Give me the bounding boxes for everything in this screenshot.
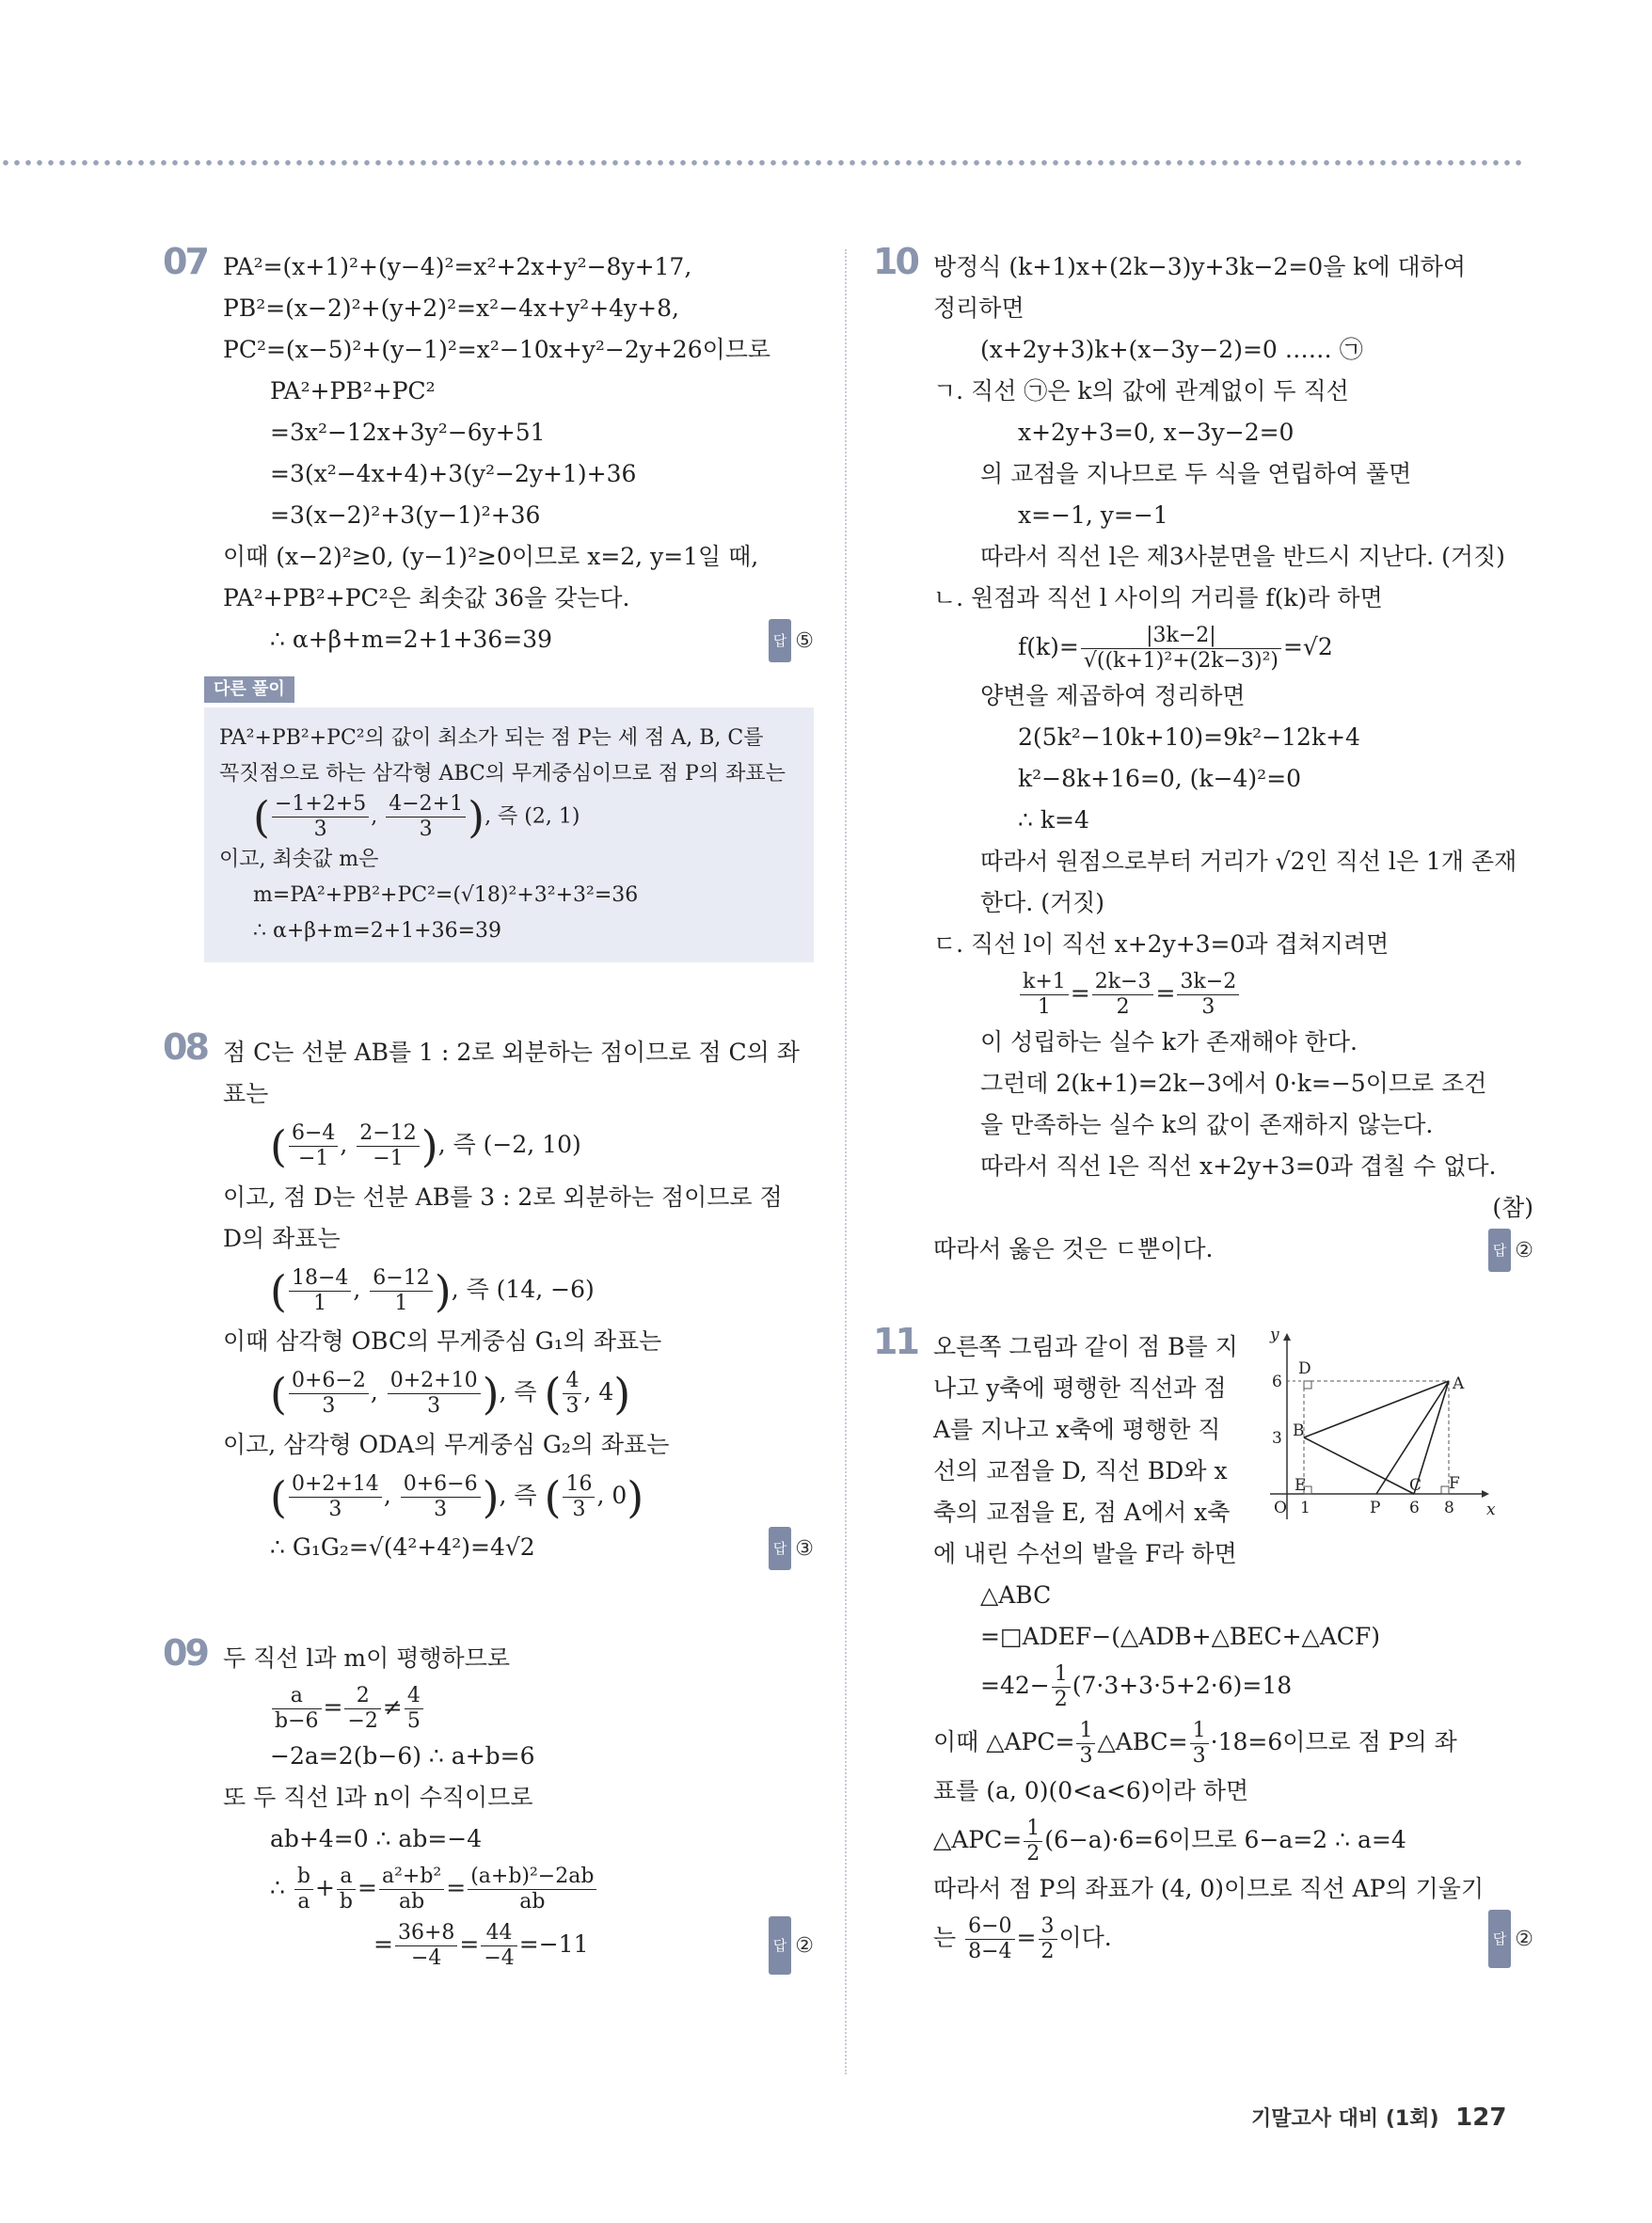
conclusion-line: = $\frac{36+8}{-4}$ = $\frac{44}{-4}$ =−11 답 ② bbox=[223, 1916, 814, 1973]
eq-line: ( $\frac{6-4}{-1}$ , $\frac{2-12}{-1}$ ), 즉 (−2, 10) bbox=[270, 1120, 581, 1172]
top-dotted-rule bbox=[0, 158, 1524, 167]
eq-line: PC²=(x−5)²+(y−1)²=x²−10x+y²−2y+26이므로 bbox=[223, 336, 771, 363]
text-line: 따라서 직선 l은 제3사분면을 반드시 지난다. (거짓) bbox=[980, 543, 1505, 570]
text-line: 에 내린 수선의 발을 F라 하면 bbox=[933, 1540, 1237, 1567]
eq-line: −2a=2(b−6) ∴ a+b=6 bbox=[270, 1742, 535, 1770]
right-angle-D bbox=[1304, 1381, 1311, 1389]
label-D: D bbox=[1298, 1359, 1311, 1378]
segment-BC bbox=[1304, 1437, 1414, 1494]
page-number: 127 bbox=[1455, 2104, 1507, 2132]
text-line: 정리하면 bbox=[933, 294, 1025, 322]
conclusion-line: 는 $\frac{6-0}{8-4}$ = $\frac{3}{2}$ 이다. 답 ② bbox=[933, 1910, 1533, 1966]
conclusion-line bbox=[223, 619, 814, 660]
label-E: E bbox=[1295, 1476, 1307, 1495]
tick-label-y3: 3 bbox=[1272, 1429, 1282, 1448]
text-line: ㄱ. 직선 ㉠은 k의 값에 관계없이 두 직선 bbox=[933, 377, 1349, 405]
eq-line: k²−8k+16=0, (k−4)²=0 bbox=[1018, 765, 1302, 792]
text-line: A를 지나고 x축에 평행한 직 bbox=[933, 1416, 1221, 1443]
answer-mark: 답 ② bbox=[1488, 1910, 1533, 1968]
eq-line: ∴ k=4 bbox=[1018, 806, 1089, 834]
eq-line: ( $\frac{0+6-2}{3}$ , $\frac{0+2+10}{3}$ ), 즉 ( $\frac{4}{3}$ , 4) bbox=[270, 1368, 631, 1420]
problem-07 bbox=[163, 241, 814, 660]
eq-line: =3(x²−4x+4)+3(y²−2y+1)+36 bbox=[270, 460, 637, 487]
eq-line: =3(x−2)²+3(y−1)²+36 bbox=[270, 501, 541, 529]
eq-line: $\frac{k+1}{1}$ = $\frac{2k-3}{2}$ = $\frac{3k-2}{3}$ bbox=[933, 965, 1533, 1022]
y-axis-label: y bbox=[1270, 1326, 1279, 1344]
text-line: 또 두 직선 l과 n이 수직이므로 bbox=[223, 1784, 533, 1811]
text-line: 한다. (거짓) bbox=[980, 889, 1105, 916]
text-line: D의 좌표는 bbox=[223, 1224, 341, 1252]
alt-line: ∴ α+β+m=2+1+36=39 bbox=[253, 919, 502, 943]
text-line: 이 성립하는 실수 k가 존재해야 한다. bbox=[980, 1028, 1358, 1056]
text-line: ㄷ. 직선 l이 직선 x+2y+3=0과 겹쳐지려면 bbox=[933, 930, 1390, 958]
right-column bbox=[873, 241, 1533, 1966]
eq-line: PA²=(x+1)²+(y−4)²=x²+2x+y²−8y+17, bbox=[223, 253, 692, 280]
text-line: ㄴ. 원점과 직선 l 사이의 거리를 f(k)라 하면 bbox=[933, 584, 1383, 611]
problem-number: 09 bbox=[163, 1632, 207, 1674]
label-B: B bbox=[1293, 1421, 1305, 1440]
label-F: F bbox=[1449, 1474, 1460, 1493]
x-axis-arrow bbox=[1482, 1490, 1489, 1498]
eq-line: PB²=(x−2)²+(y+2)²=x²−4x+y²+4y+8, bbox=[223, 294, 679, 322]
alt-line: 꼭짓점으로 하는 삼각형 ABC의 무게중심이므로 점 P의 좌표는 bbox=[219, 762, 786, 786]
text-line: 이때 삼각형 OBC의 무게중심 G₁의 좌표는 bbox=[223, 1327, 662, 1355]
tick-label-x6: 6 bbox=[1409, 1499, 1420, 1517]
alt-solution bbox=[204, 666, 814, 962]
text-line: 의 교점을 지나므로 두 식을 연립하여 풀면 bbox=[980, 460, 1412, 487]
text-line: 이고, 삼각형 ODA의 무게중심 G₂의 좌표는 bbox=[223, 1430, 670, 1458]
problem-10 bbox=[873, 241, 1533, 1270]
text-line: PA²+PB²+PC²은 최솟값 36을 갖는다. bbox=[223, 584, 630, 611]
tick-label-y6: 6 bbox=[1272, 1373, 1282, 1391]
text-line: 이고, 점 D는 선분 AB를 3 : 2로 외분하는 점이므로 점 bbox=[223, 1183, 783, 1211]
answer-mark: 답 ② bbox=[1488, 1229, 1533, 1272]
column-divider bbox=[845, 249, 847, 2074]
eq-line: x=−1, y=−1 bbox=[1018, 501, 1168, 529]
x-axis-label: x bbox=[1486, 1501, 1496, 1519]
text-line: 이때 (x−2)²≥0, (y−1)²≥0이므로 x=2, y=1일 때, bbox=[223, 543, 759, 570]
text-line: 그런데 2(k+1)=2k−3에서 0·k=−5이므로 조건 bbox=[980, 1070, 1487, 1097]
conclusion-text: ∴ G₁G₂=√(4²+4²)=4√2 bbox=[270, 1533, 535, 1561]
eq-line: $\frac{a}{b-6}$ = $\frac{2}{-2}$ ≠ $\frac{4}{5}$ bbox=[223, 1679, 814, 1736]
text-line: 따라서 원점으로부터 거리가 √2인 직선 l은 1개 존재 bbox=[980, 848, 1517, 875]
text-line: 방정식 (k+1)x+(2k−3)y+3k−2=0을 k에 대하여 bbox=[933, 253, 1466, 280]
text-line: 따라서 점 P의 좌표가 (4, 0)이므로 직선 AP의 기울기 bbox=[933, 1875, 1485, 1902]
alt-solution-label: 다른 풀이 bbox=[204, 676, 294, 703]
answer-mark: 답 ② bbox=[769, 1916, 814, 1975]
text-line: 오른쪽 그림과 같이 점 B를 지 bbox=[933, 1333, 1238, 1360]
eq-line: 2(5k²−10k+10)=9k²−12k+4 bbox=[1018, 723, 1360, 751]
problem-number: 11 bbox=[873, 1321, 917, 1362]
problem-number: 07 bbox=[163, 241, 207, 282]
left-column bbox=[163, 241, 814, 1973]
answer-mark: 답 ③ bbox=[769, 1527, 814, 1570]
text-line: 두 직선 l과 m이 평행하므로 bbox=[223, 1644, 510, 1672]
text-line: 표를 (a, 0)(0<a<6)이라 하면 bbox=[933, 1777, 1249, 1804]
conclusion-text: 따라서 옳은 것은 ㄷ뿐이다. bbox=[933, 1235, 1214, 1262]
eq-line: ab+4=0 ∴ ab=−4 bbox=[270, 1825, 483, 1852]
problem-number: 10 bbox=[873, 241, 917, 282]
eq-line: =42− $\frac{1}{2}$ (7·3+3·5+2·6)=18 bbox=[980, 1662, 1293, 1711]
text-line: 이때 △APC= $\frac{1}{3}$ △ABC= $\frac{1}{3}$ ·18=6이므로 점 P의 좌 bbox=[933, 1719, 1457, 1768]
fraction: $\frac{-1+2+5}{3}$ bbox=[272, 792, 369, 842]
page-footer bbox=[1251, 2103, 1506, 2132]
eq-line: ( $\frac{18-4}{1}$ , $\frac{6-12}{1}$ ), 즉 (14, −6) bbox=[270, 1265, 595, 1316]
text-line: 표는 bbox=[223, 1080, 269, 1107]
text-line: 따라서 직선 l은 직선 x+2y+3=0과 겹칠 수 없다. bbox=[980, 1152, 1497, 1180]
text-line: 을 만족하는 실수 k의 값이 존재하지 않는다. bbox=[980, 1111, 1434, 1138]
conclusion-line bbox=[933, 1229, 1533, 1270]
conclusion-text: ∴ α+β+m=2+1+36=39 bbox=[270, 626, 553, 653]
alt-line: m=PA²+PB²+PC²=(√18)²+3²+3²=36 bbox=[253, 883, 639, 907]
alt-line: 이고, 최솟값 m은 bbox=[219, 848, 379, 871]
problem-08 bbox=[163, 1026, 814, 1568]
eq-line: x+2y+3=0, x−3y−2=0 bbox=[1018, 419, 1295, 446]
footer-title: 기말고사 대비 (1회) bbox=[1251, 2107, 1439, 2131]
problem-11 bbox=[873, 1321, 1533, 1966]
label-A: A bbox=[1453, 1374, 1465, 1393]
conclusion-line bbox=[223, 1527, 814, 1568]
tick-label-x1: 1 bbox=[1300, 1499, 1310, 1517]
segment-BA bbox=[1304, 1381, 1449, 1437]
text-line: 나고 y축에 평행한 직선과 점 bbox=[933, 1374, 1227, 1402]
eq-line: △ABC bbox=[980, 1581, 1052, 1609]
answer-mark bbox=[769, 619, 814, 662]
fraction: $\frac{4-2+1}{3}$ bbox=[386, 792, 466, 842]
problem-09 bbox=[163, 1632, 814, 1973]
alt-line: ( $\frac{-1+2+5}{3}$ , $\frac{4-2+1}{3}$ ), 즉 (2, 1) bbox=[253, 791, 580, 843]
y-axis-arrow bbox=[1283, 1333, 1291, 1341]
answer-value: ⑤ bbox=[795, 629, 814, 653]
answer-label: 답 bbox=[769, 619, 792, 662]
problem-number: 08 bbox=[163, 1026, 207, 1068]
text-line: 선의 교점을 D, 직선 BD와 x bbox=[933, 1457, 1228, 1485]
text-line: 점 C는 선분 AB를 1 : 2로 외분하는 점이므로 점 C의 좌 bbox=[223, 1039, 800, 1066]
text-line: △APC= $\frac{1}{2}$ (6−a)·6=6이므로 6−a=2 ∴ a=4 bbox=[933, 1817, 1406, 1866]
eq-line: (x+2y+3)k+(x−3y−2)=0 …… ㉠ bbox=[980, 336, 1363, 363]
alt-solution-box bbox=[204, 707, 814, 962]
alt-line: PA²+PB²+PC²의 값이 최소가 되는 점 P는 세 점 A, B, C를 bbox=[219, 726, 764, 750]
text-line: (참) bbox=[1492, 1194, 1533, 1221]
eq-line: =□ADEF−(△ADB+△BEC+△ACF) bbox=[980, 1623, 1381, 1650]
eq-line: =3x²−12x+3y²−6y+51 bbox=[270, 419, 546, 446]
eq-line: ( $\frac{0+2+14}{3}$ , $\frac{0+6-6}{3}$ ), 즉 ( $\frac{16}{3}$ , 0) bbox=[270, 1471, 644, 1522]
label-C: C bbox=[1409, 1476, 1422, 1495]
text-line: 축의 교점을 E, 점 A에서 x축 bbox=[933, 1499, 1231, 1526]
text-line: 양변을 제곱하여 정리하면 bbox=[980, 682, 1246, 709]
eq-line: f(k)= $\frac{|3k-2|}{\text{√((k+1)²+(2k−3)²)}}$ =√2 bbox=[1018, 624, 1333, 673]
eq-line: PA²+PB²+PC² bbox=[270, 377, 436, 405]
origin-label: O bbox=[1274, 1499, 1287, 1517]
right-angle-F bbox=[1441, 1486, 1449, 1494]
tick-label-x8: 8 bbox=[1444, 1499, 1454, 1517]
eq-line: ∴ $\frac{b}{a}$ + $\frac{a}{b}$ = $\frac{\text{a²+b²}}{ab}$ = $\frac{\text{(a+b)²−2ab}}{ab}$ bbox=[223, 1860, 814, 1916]
coordinate-figure bbox=[1251, 1326, 1496, 1533]
label-P: P bbox=[1370, 1499, 1381, 1517]
